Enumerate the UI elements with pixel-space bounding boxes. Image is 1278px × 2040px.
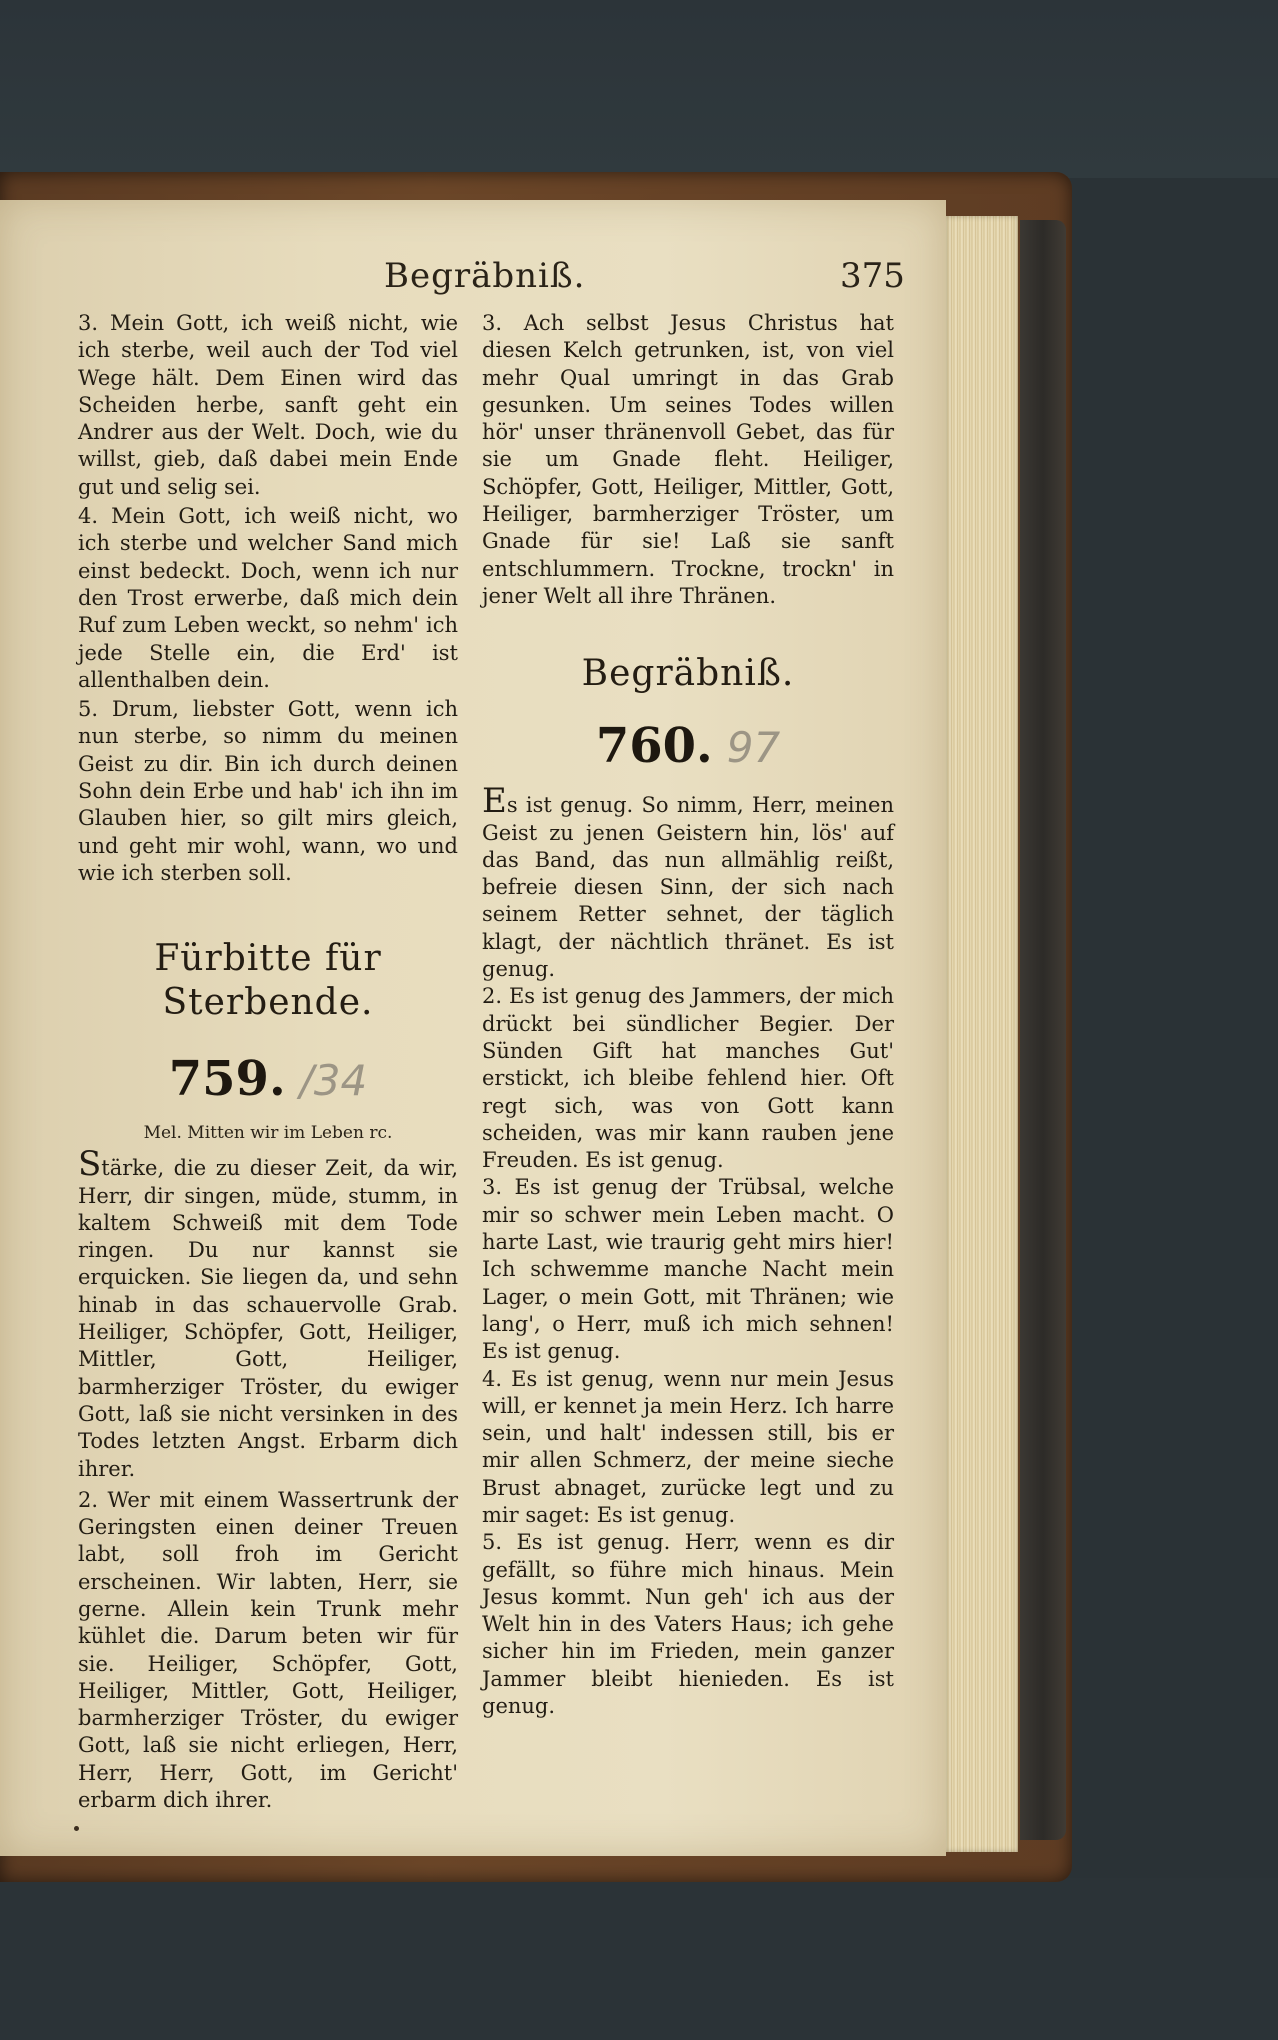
handwritten-annotation: /34	[299, 1056, 368, 1106]
stanza	[482, 781, 894, 983]
melody-line: Mel. Mitten wir im Leben rc.	[143, 1123, 393, 1144]
book-spine-edge	[1020, 220, 1066, 1840]
stanza: 3. Es ist genug der Trübsal, welche mir so schwer mein Leben macht. O harte Last, wie traurig geht mirs hier! Ich schwemme manche Nacht mein Lager, o mein Gott, mit Thränen; wie lang', o Herr, muß ich mich sehnen! Es ist genug.	[482, 1175, 894, 1364]
stanza: 3. Ach selbst Jesus Christus hat diesen Kelch getrunken, ist, von viel mehr Qual umringt in das Grab gesunken. Um seines Todes willen hör' unser thränenvoll Gebet, das für sie um Gnade fleht. Heiliger, Schöpfer, Gott, Heiliger, Mittler, Gott, Heiliger, barmherziger Tröster, um Gnade für sie! Laß sie sanft entschlummern. Trockne, trockn' in jener Welt all ihre Thränen.	[482, 311, 894, 608]
stanza: 4. Mein Gott, ich weiß nicht, wo ich sterbe und welcher Sand mich einst bedeckt. Doch, wenn ich nur den Trost erwerbe, daß mich dein Ruf zum Leben weckt, so nehm' ich jede Stelle ein, die Erd' ist allenthalben dein.	[78, 504, 458, 692]
stanza: 2. Wer mit einem Wassertrunk der Geringsten einen deiner Treuen labt, soll froh im Gericht erscheinen. Wir labten, Herr, sie gerne. Allein kein Trunk mehr kühlet die. Darum beten wir für sie. Heiliger, Schöpfer, Gott, Heiliger, Mittler, Gott, Heiliger, barmherziger Tröster, du ewiger Gott, laß sie nicht erliegen, Herr, Herr, Herr, Gott, im Gericht' erbarm dich ihrer.	[78, 1487, 458, 1813]
backdrop-bottom	[0, 1878, 1278, 2040]
stanza: 2. Es ist genug des Jammers, der mich drückt bei sündlicher Begier. Der Sünden Gift hat manches Gut' erstickt, ich bleibe fehlend hier. Oft regt sich, was von Gott kann scheiden, was mir kann rauben jene Freuden. Es ist genug.	[482, 984, 894, 1173]
left-column	[78, 310, 458, 1814]
stanza: 4. Es ist genug, wenn nur mein Jesus will, er kennet ja mein Herz. Ich harre sein, und halt' indessen still, bis er mir allen Schmerz, der meine sieche Brust abnaget, zurücke legt und zu mir saget: Es ist genug.	[482, 1366, 894, 1527]
running-title: Begräbniß.	[384, 256, 586, 296]
section-heading: Begräbniß.	[581, 653, 795, 695]
ink-speck	[74, 1826, 79, 1831]
left-stanzas-top	[78, 310, 458, 887]
drop-initial: E	[482, 781, 507, 822]
stanza: 3. Mein Gott, ich weiß nicht, wie ich sterbe, weil auch der Tod viel Wege hält. Dem Einen wird das Scheiden herbe, sanft geht ein Andrer aus der Welt. Doch, wie du willst, gieb, daß dabei mein Ende gut und selig sei.	[78, 311, 458, 499]
hymn-number: 759.	[168, 1051, 286, 1108]
hymn-number-heading	[78, 1051, 458, 1109]
page-number: 375	[840, 256, 905, 296]
page-edges	[946, 216, 1018, 1852]
running-head	[0, 256, 946, 296]
backdrop-top	[0, 0, 1278, 178]
stanza: 5. Es ist genug. Herr, wenn es dir gefällt, so führe mich hinaus. Mein Jesus kommt. Nun geh' ich aus der Welt hin in des Vaters Haus; ich gehe sicher hin im Frieden, mein ganzer Jammer bleibt hienieden. Es ist genug.	[482, 1530, 894, 1719]
drop-initial: S	[78, 1144, 102, 1185]
hymn-number: 760.	[595, 718, 713, 775]
stanza-text: tärke, die zu dieser Zeit, da wir, Herr, dir singen, müde, stumm, in kaltem Schweiß mit dem Tode ringen. Du nur kannst sie erquicken. Sie liegen da, und sehn hinab in das schauervolle Grab. Heiliger, Schöpfer, Gott, Heiliger, Mittler, Gott, Heiliger, barmherziger Tröster, du ewiger Gott, laß sie nicht versinken in des Todes letzten Angst. Erbarm dich ihrer.	[78, 1156, 458, 1481]
handwritten-annotation: 97	[726, 723, 781, 773]
hymn-number-heading	[482, 718, 894, 776]
stanza-text: s ist genug. So nimm, Herr, meinen Geist zu jenen Geistern hin, lös' auf das Band, das nun allmählig reißt, befreie diesen Sinn, der sich nach seinem Retter sehnet, der täglich klagt, der nächtlich thränet. Es ist genug.	[482, 793, 894, 982]
stanza: 5. Drum, liebster Gott, wenn ich nun sterbe, so nimm du meinen Geist zu dir. Bin ich durch deinen Sohn dein Erbe und hab' ich ihn im Glauben hier, so gilt mirs gleich, und geht mir wohl, wann, wo und wie ich sterben soll.	[78, 697, 458, 885]
stanza	[78, 1144, 458, 1483]
right-column	[482, 310, 894, 1720]
section-heading: Fürbitte für Sterbende.	[154, 938, 382, 1024]
